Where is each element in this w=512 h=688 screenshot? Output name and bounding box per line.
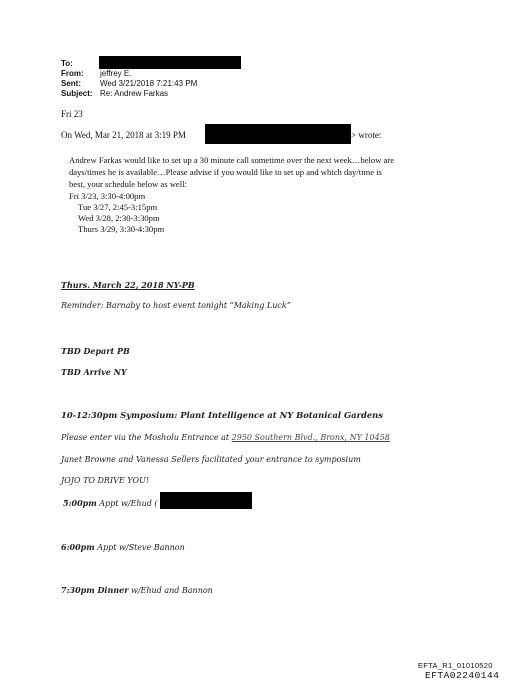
redaction-sender bbox=[205, 124, 351, 144]
time-option-3: Wed 3/28, 2:30-3:30pm bbox=[78, 213, 160, 223]
from-label: From: bbox=[61, 69, 84, 78]
entrance-text: Please enter via the Mosholu Entrance at bbox=[61, 433, 232, 442]
appt-bannon-time: 6:00pm bbox=[61, 542, 95, 552]
appt-ehud-text: Appt w/Ehud ( bbox=[96, 499, 158, 508]
sent-label: Sent: bbox=[61, 79, 81, 88]
dinner-text: w/Ehud and Bannon bbox=[128, 586, 213, 595]
time-option-1: Fri 3/23, 3:30-4:00pm bbox=[69, 191, 146, 201]
from-value: jeffrey E. bbox=[100, 69, 132, 78]
symposium-text: 10-12:30pm Symposium: Plant Intelligence at NY Botanical Gardens bbox=[61, 410, 383, 420]
to-label: To: bbox=[61, 59, 73, 68]
dinner-time: 7:30pm Dinner bbox=[61, 585, 129, 595]
reply-text: Fri 23 bbox=[61, 109, 83, 119]
time-option-2: Tue 3/27, 2:45-3:15pm bbox=[78, 202, 158, 212]
quote-wrote: > wrote: bbox=[351, 130, 382, 140]
reminder-text: Reminder: Barnaby to host event tonight “Making Luck” bbox=[61, 301, 291, 310]
entrance-line bbox=[61, 433, 390, 442]
address-link[interactable]: 2950 Southern Blvd., Bronx, NY 10458 bbox=[231, 433, 390, 442]
dinner bbox=[61, 585, 213, 595]
depart-text: TBD Depart PB bbox=[61, 346, 130, 356]
jojo-text: JOJO TO DRIVE YOU! bbox=[61, 476, 150, 485]
time-option-4: Thurs 3/29, 3:30-4:30pm bbox=[78, 224, 165, 234]
quote-intro: On Wed, Mar 21, 2018 at 3:19 PM bbox=[61, 130, 186, 140]
subject-value: Re: Andrew Farkas bbox=[100, 89, 169, 98]
appt-ehud bbox=[63, 498, 158, 508]
appt-bannon-text: Appt w/Steve Bannon bbox=[94, 543, 185, 552]
quote-body-line-3: best, your schedule below as well: bbox=[69, 179, 187, 189]
quote-body-line-1: Andrew Farkas would like to set up a 30 minute call sometime over the next week…below are bbox=[69, 155, 395, 165]
appt-ehud-time: 5:00pm bbox=[63, 498, 97, 508]
sent-value: Wed 3/21/2018 7:21:43 PM bbox=[100, 79, 198, 88]
quote-body-line-2: days/times he is available…Please advise if you would like to set up and which day/time is bbox=[69, 167, 382, 177]
footer-id-2: EFTA02240144 bbox=[425, 670, 500, 681]
redaction-ehud bbox=[160, 492, 252, 509]
appt-bannon bbox=[61, 542, 185, 552]
footer-id-1: EFTA_R1_01010520 bbox=[418, 661, 493, 670]
redaction-to bbox=[99, 56, 241, 69]
subject-label: Subject: bbox=[61, 89, 93, 98]
arrive-text: TBD Arrive NY bbox=[61, 367, 127, 377]
facilitated-text: Janet Browne and Vanessa Sellers facilitated your entrance to symposium bbox=[61, 455, 361, 464]
schedule-date-heading: Thurs. March 22, 2018 NY-PB bbox=[61, 280, 195, 290]
